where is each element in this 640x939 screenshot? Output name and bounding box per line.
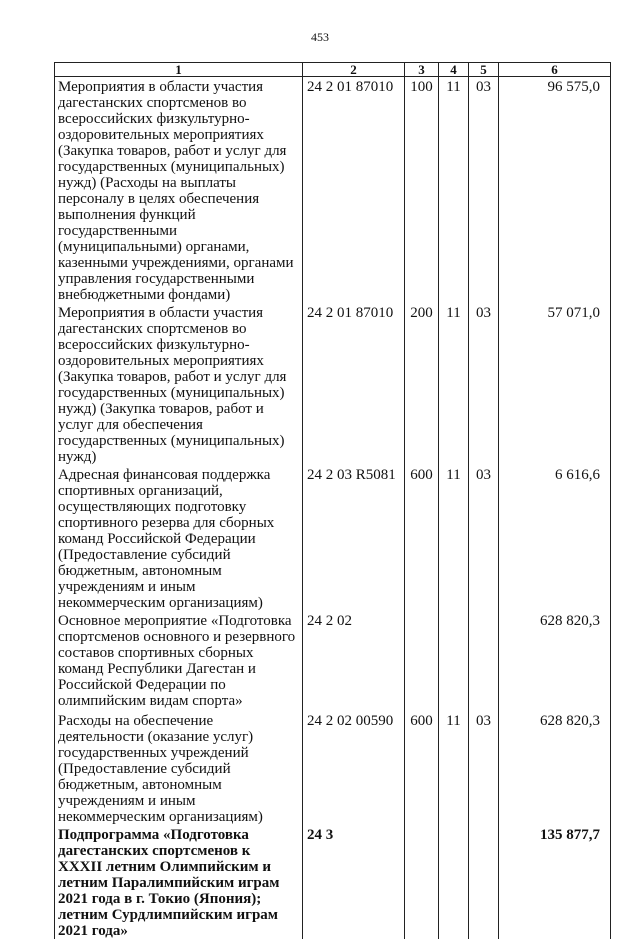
table-row <box>55 303 611 465</box>
row-amount: 6 616,6 <box>499 465 611 611</box>
row-expense-type: 100 <box>405 77 439 304</box>
row-expense-type: 600 <box>405 711 439 825</box>
row-expense-type <box>405 611 439 711</box>
row-amount: 135 877,7 <box>499 825 611 939</box>
row-name: Мероприятия в области участия дагестанских спортсменов во всероссийских физкультурно-оздоровительных мероприятиях (Закупка товаров, работ и услуг для государственных (муниципальных) нужд) (Расходы на выплаты персоналу в целях обеспечения выполнения функций государственными (муниципальными) органами, казенными учреждениями, органами управления государственными внебюджетными фондами) <box>55 77 303 304</box>
row-code: 24 2 01 87010 <box>303 77 405 304</box>
row-subsection <box>469 611 499 711</box>
header-col-4: 4 <box>439 63 469 77</box>
row-amount: 57 071,0 <box>499 303 611 465</box>
row-name: Расходы на обеспечение деятельности (оказание услуг) государственных учреждений (Предоставление субсидий бюджетным, автономным учреждениям и иным некоммерческим организациям) <box>55 711 303 825</box>
table-row <box>55 825 611 939</box>
header-col-6: 6 <box>499 63 611 77</box>
row-section: 11 <box>439 303 469 465</box>
row-code: 24 2 03 R5081 <box>303 465 405 611</box>
row-code: 24 3 <box>303 825 405 939</box>
table-row <box>55 77 611 304</box>
row-code: 24 2 02 <box>303 611 405 711</box>
header-col-2: 2 <box>303 63 405 77</box>
row-name: Мероприятия в области участия дагестанских спортсменов во всероссийских физкультурно-оздоровительных мероприятиях (Закупка товаров, работ и услуг для государственных (муниципальных) нужд) (Закупка товаров, работ и услуг для обеспечения государственных (муниципальных) нужд) <box>55 303 303 465</box>
header-col-5: 5 <box>469 63 499 77</box>
row-name: Адресная финансовая поддержка спортивных организаций, осуществляющих подготовку спортивного резерва для сборных команд Российской Федерации (Предоставление субсидий бюджетным, автономным учреждениям и иным некоммерческим организациям) <box>55 465 303 611</box>
row-section <box>439 611 469 711</box>
page-number: 453 <box>311 30 329 44</box>
header-col-3: 3 <box>405 63 439 77</box>
header-col-1: 1 <box>55 63 303 77</box>
row-subsection: 03 <box>469 465 499 611</box>
table-row <box>55 465 611 611</box>
table-row <box>55 711 611 825</box>
row-expense-type: 200 <box>405 303 439 465</box>
row-code: 24 2 01 87010 <box>303 303 405 465</box>
row-code: 24 2 02 00590 <box>303 711 405 825</box>
row-amount: 96 575,0 <box>499 77 611 304</box>
row-subsection: 03 <box>469 77 499 304</box>
row-name: Подпрограмма «Подготовка дагестанских спортсменов к XXXII летним Олимпийским и летним Паралимпийским играм 2021 года в г. Токио (Япония); летним Сурдлимпийским играм 2021 года» <box>55 825 303 939</box>
header-row <box>55 63 611 77</box>
row-amount: 628 820,3 <box>499 611 611 711</box>
row-subsection <box>469 825 499 939</box>
row-section <box>439 825 469 939</box>
row-subsection: 03 <box>469 711 499 825</box>
budget-table <box>54 62 611 939</box>
table-row <box>55 611 611 711</box>
row-section: 11 <box>439 711 469 825</box>
row-section: 11 <box>439 465 469 611</box>
row-subsection: 03 <box>469 303 499 465</box>
row-name: Основное мероприятие «Подготовка спортсменов основного и резервного составов спортивных сборных команд Республики Дагестан и Российской Федерации по олимпийским видам спорта» <box>55 611 303 711</box>
row-section: 11 <box>439 77 469 304</box>
row-expense-type <box>405 825 439 939</box>
row-amount: 628 820,3 <box>499 711 611 825</box>
row-expense-type: 600 <box>405 465 439 611</box>
